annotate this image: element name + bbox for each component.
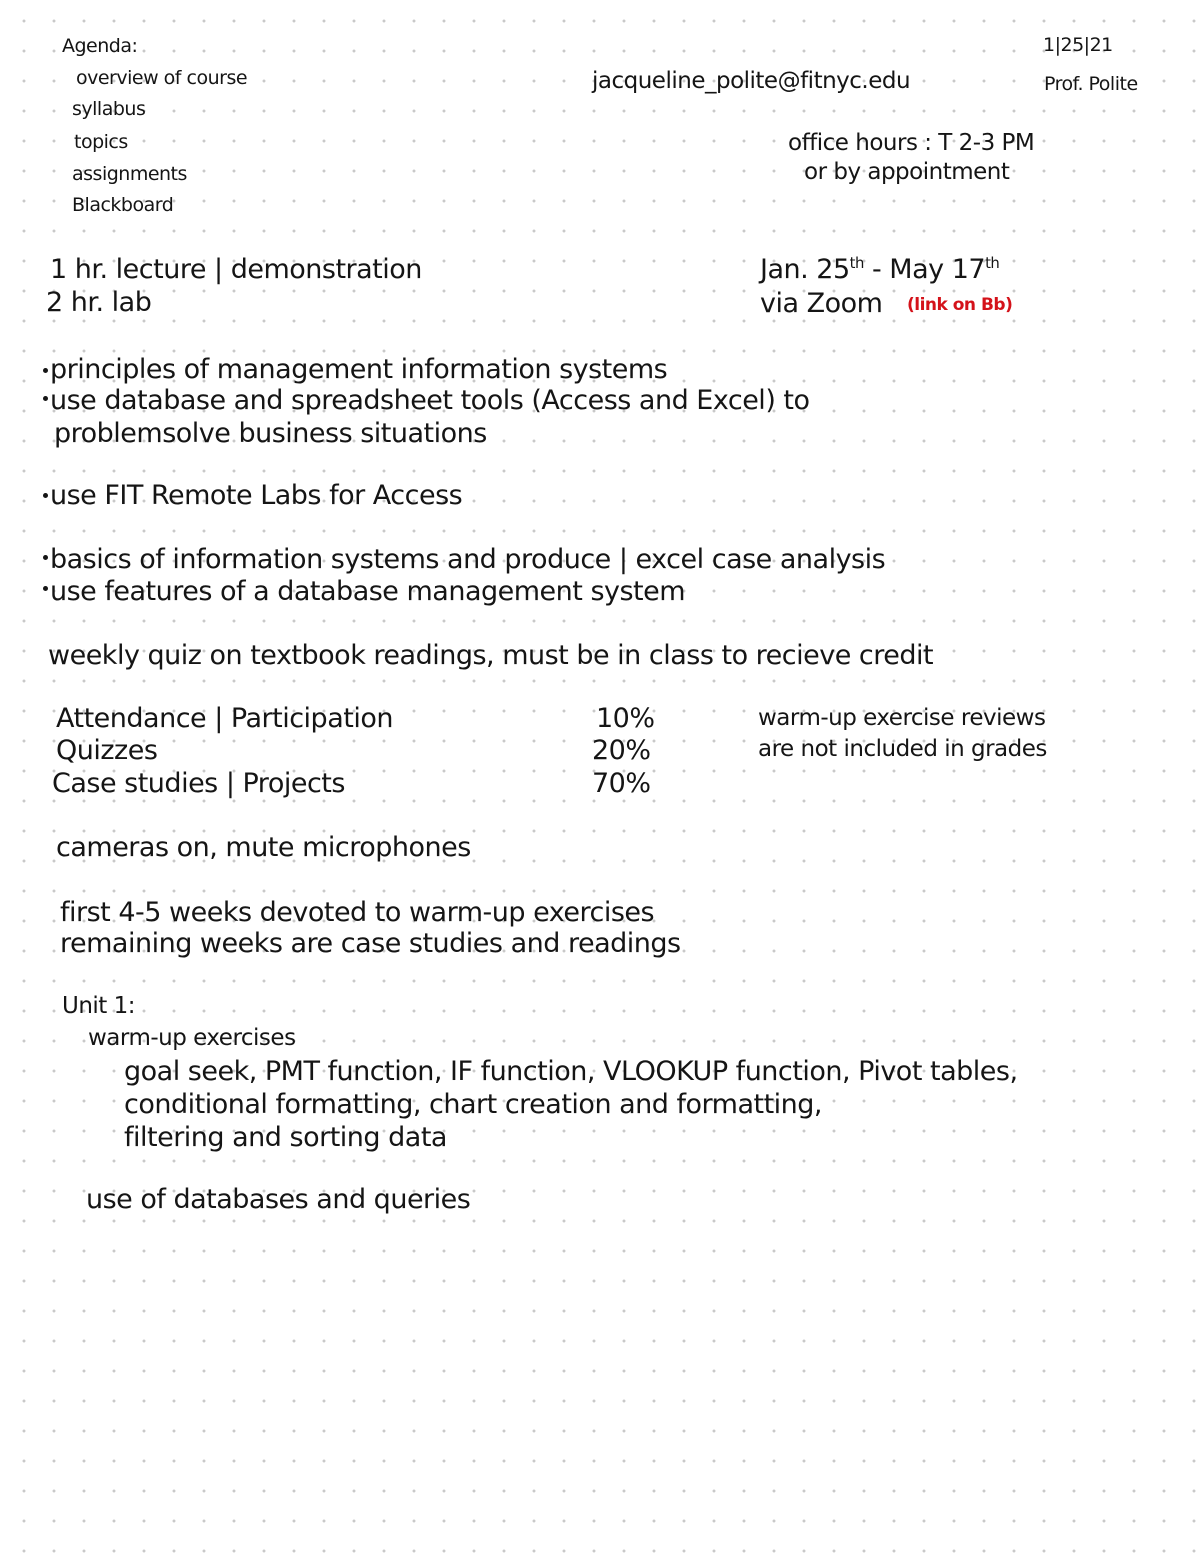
unit-subtitle: warm-up exercises: [88, 1025, 296, 1051]
objective-item-cont: problemsolve business situations: [54, 418, 487, 449]
course-dates: [760, 256, 999, 283]
objective-item: principles of management information systems: [50, 354, 668, 385]
end-date: - May 17: [863, 254, 986, 285]
grading-note: warm-up exercise reviews: [758, 705, 1046, 731]
bullet-dot: [43, 396, 48, 401]
quiz-note: weekly quiz on textbook readings, must be in class to recieve credit: [48, 640, 934, 671]
start-date: Jan. 25: [760, 254, 850, 285]
bullet-dot: [43, 586, 48, 591]
grade-percent: 20%: [592, 735, 651, 766]
lecture-hours: 1 hr. lecture | demonstration: [50, 254, 422, 285]
agenda-item: assignments: [72, 163, 187, 185]
unit-topics: conditional formatting, chart creation and formatting,: [124, 1089, 823, 1120]
start-date-suffix: th: [849, 254, 864, 272]
date: 1|25|21: [1043, 34, 1113, 56]
lab-hours: 2 hr. lab: [46, 287, 152, 318]
unit-topics: goal seek, PMT function, IF function, VLOOKUP function, Pivot tables,: [124, 1056, 1018, 1087]
objective-item: use database and spreadsheet tools (Access and Excel) to: [50, 385, 810, 416]
grading-note: are not included in grades: [758, 736, 1047, 762]
bullet-dot: [43, 368, 48, 373]
agenda-title: Agenda:: [62, 35, 138, 57]
office-hours-alt: or by appointment: [804, 159, 1010, 185]
databases-topic: use of databases and queries: [86, 1184, 471, 1215]
objective-item: use FIT Remote Labs for Access: [50, 480, 463, 511]
weeks-note: remaining weeks are case studies and readings: [60, 928, 681, 959]
professor-name: Prof. Polite: [1044, 73, 1138, 95]
grade-label: Case studies | Projects: [52, 768, 345, 799]
grade-percent: 70%: [592, 768, 651, 799]
weeks-note: first 4-5 weeks devoted to warm-up exercises: [60, 897, 655, 928]
agenda-item: Blackboard: [72, 194, 174, 216]
agenda-item: syllabus: [72, 98, 146, 120]
agenda-item: topics: [74, 131, 128, 153]
zoom-info: via Zoom: [760, 288, 883, 319]
objective-item: use features of a database management system: [50, 576, 686, 607]
bullet-dot: [43, 493, 48, 498]
end-date-suffix: th: [985, 254, 1000, 272]
unit-title: Unit 1:: [62, 993, 136, 1019]
camera-note: cameras on, mute microphones: [56, 832, 471, 863]
email: jacqueline_polite@fitnyc.edu: [592, 68, 911, 94]
unit-topics: filtering and sorting data: [124, 1122, 447, 1153]
grade-label: Attendance | Participation: [56, 703, 393, 734]
bullet-dot: [43, 555, 48, 560]
grade-percent: 10%: [596, 703, 655, 734]
objective-item: basics of information systems and produce | excel case analysis: [50, 544, 886, 575]
grade-label: Quizzes: [56, 735, 158, 766]
zoom-link-note: (link on Bb): [907, 295, 1013, 315]
office-hours: office hours : T 2-3 PM: [788, 130, 1035, 156]
agenda-item: overview of course: [76, 67, 248, 89]
